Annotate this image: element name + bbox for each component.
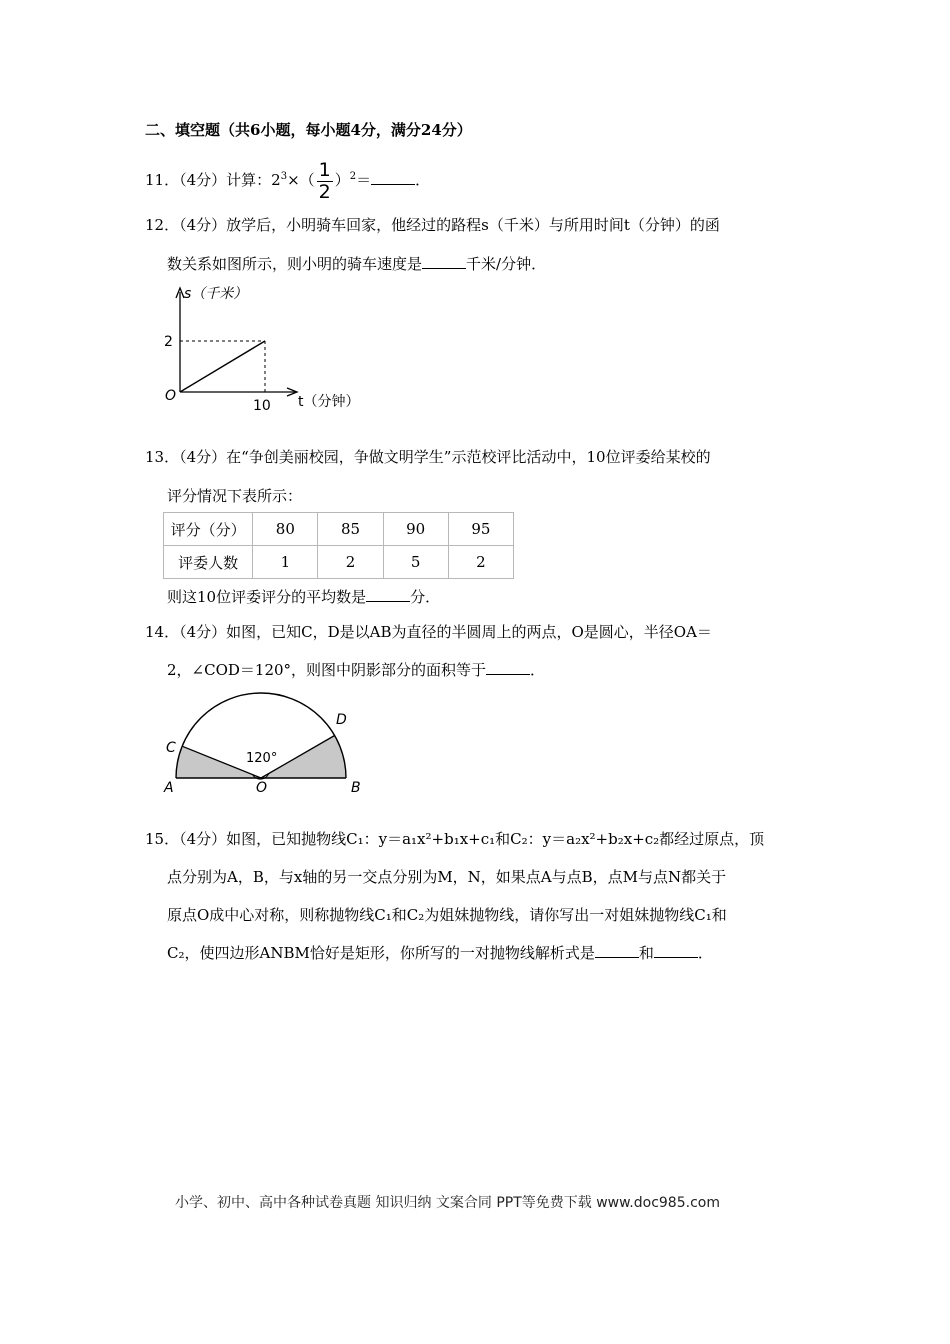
question-number: 14． bbox=[145, 623, 180, 641]
question-14-line-2 bbox=[167, 659, 545, 680]
table-cell: 5 bbox=[383, 546, 448, 579]
table-cell: 2 bbox=[448, 546, 513, 579]
question-text: 则这10位评委评分的平均数是 bbox=[167, 588, 367, 606]
math-operator: ×（ bbox=[287, 171, 315, 189]
math-base: 2 bbox=[271, 171, 281, 189]
table-header: 评委人数 bbox=[164, 546, 253, 579]
question-text: （4分）放学后，小明骑车回家，他经过的路程s（千米）与所用时间t（分钟）的函 bbox=[179, 216, 720, 234]
question-number: 11． bbox=[145, 171, 180, 189]
math-exponent-2: 2 bbox=[349, 171, 357, 182]
question-15-line-2: 点分别为A，B，与x轴的另一交点分别为M，N，如果点A与点B，点M与点N都关于 bbox=[167, 868, 727, 886]
table-header: 评分（分） bbox=[164, 513, 253, 546]
point-label-d: D bbox=[336, 712, 347, 728]
question-11 bbox=[145, 158, 431, 203]
fraction-denominator: 2 bbox=[318, 180, 331, 203]
answer-blank bbox=[422, 254, 466, 269]
question-14-line-1 bbox=[145, 621, 712, 642]
answer-blank-1 bbox=[595, 943, 639, 958]
question-text: ． bbox=[530, 661, 546, 679]
table-cell: 80 bbox=[253, 513, 318, 546]
question-text: （4分）如图，已知抛物线C₁：y＝a₁x²+b₁x+c₁和C₂：y＝a₂x²+b₂x+c₂都经过原点，顶 bbox=[179, 830, 765, 848]
table-cell: 95 bbox=[448, 513, 513, 546]
answer-blank-2 bbox=[654, 943, 698, 958]
table-cell: 1 bbox=[253, 546, 318, 579]
math-exponent: 3 bbox=[280, 171, 288, 182]
graph-line bbox=[180, 341, 265, 392]
question-text: 计算： bbox=[226, 171, 272, 189]
question-15-line-3: 原点O成中心对称，则称抛物线C₁和C₂为姐妹抛物线，请你写出一对姐妹抛物线C₁和 bbox=[167, 906, 727, 924]
fraction-numerator: 1 bbox=[318, 158, 331, 181]
question-text: 分． bbox=[410, 588, 441, 606]
question-text: （4分）在“争创美丽校园，争做文明学生”示范校评比活动中，10位评委给某校的 bbox=[179, 448, 711, 466]
question-number: 13． bbox=[145, 448, 180, 466]
question-text: 数关系如图所示，则小明的骑车速度是 bbox=[167, 255, 423, 273]
point-label-a: A bbox=[164, 780, 174, 796]
origin-label: O bbox=[165, 388, 177, 404]
y-tick-label: 2 bbox=[164, 334, 173, 350]
question-text: C₂，使四边形ANBM恰好是矩形，你所写的一对抛物线解析式是 bbox=[167, 944, 595, 962]
footer-text: 小学、初中、高中各种试卷真题 知识归纳 文案合同 PPT等免费下载 www.doc985.com bbox=[175, 1195, 720, 1211]
question-15-line-1 bbox=[145, 828, 764, 849]
question-12-line-1 bbox=[145, 214, 720, 235]
answer-blank bbox=[366, 587, 410, 602]
question-text: （4分）如图，已知C，D是以AB为直径的半圆周上的两点，O是圆心，半径OA＝ bbox=[179, 623, 712, 641]
semicircle-figure bbox=[160, 682, 370, 797]
question-number: 15． bbox=[145, 830, 180, 848]
x-tick-label: 10 bbox=[253, 398, 271, 414]
table-row bbox=[164, 513, 514, 546]
question-text: 2，∠COD＝120°，则图中阴影部分的面积等于 bbox=[167, 661, 487, 679]
punctuation: ． bbox=[415, 171, 431, 189]
question-13-line-2: 评分情况下表所示： bbox=[167, 487, 303, 505]
question-text: 千米/分钟． bbox=[466, 255, 547, 273]
point-label-o: O bbox=[256, 780, 268, 796]
question-text: 和 bbox=[638, 944, 654, 962]
point-label-b: B bbox=[351, 780, 361, 796]
section-title: 二、填空题（共6小题，每小题4分，满分24分） bbox=[145, 121, 472, 139]
question-12-line-2 bbox=[167, 253, 546, 274]
question-13-line-3 bbox=[167, 586, 440, 607]
distance-time-graph bbox=[155, 280, 365, 415]
table-row bbox=[164, 546, 514, 579]
table-cell: 85 bbox=[318, 513, 383, 546]
question-number: 12． bbox=[145, 216, 180, 234]
fraction bbox=[317, 158, 333, 203]
question-score: （4分） bbox=[179, 171, 227, 189]
question-13-line-1 bbox=[145, 446, 711, 467]
point-label-c: C bbox=[166, 740, 176, 756]
table-cell: 90 bbox=[383, 513, 448, 546]
x-axis-label: t（分钟） bbox=[298, 394, 360, 410]
answer-blank bbox=[371, 170, 415, 185]
table-cell: 2 bbox=[318, 546, 383, 579]
answer-blank bbox=[486, 660, 530, 675]
y-axis-label: s（千米） bbox=[184, 286, 248, 302]
question-15-line-4 bbox=[167, 942, 713, 963]
score-table bbox=[163, 512, 514, 579]
math-paren: ） bbox=[334, 171, 350, 189]
math-equals: ＝ bbox=[356, 171, 372, 189]
angle-label: 120° bbox=[246, 751, 278, 766]
question-text: ． bbox=[697, 944, 713, 962]
